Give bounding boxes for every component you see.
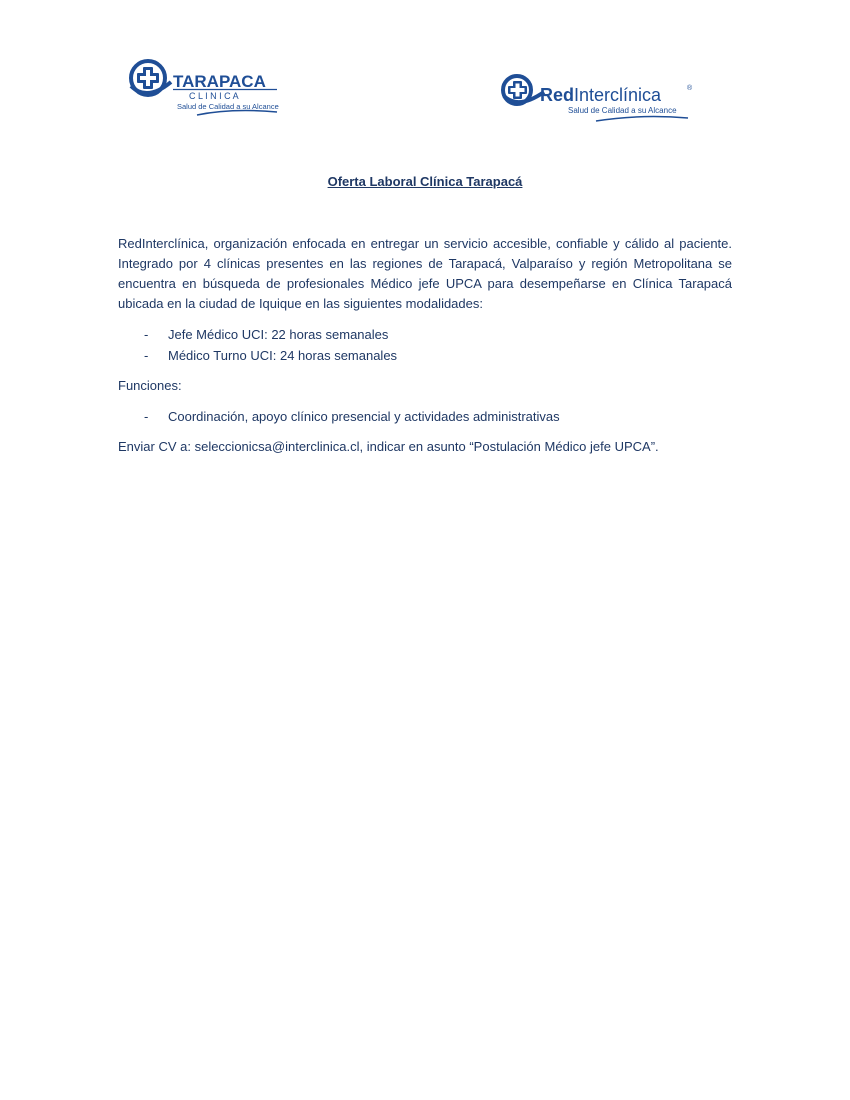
- redinterclinica-brand-light: Interclínica: [574, 85, 662, 105]
- contact-paragraph: Enviar CV a: seleccionicsa@interclinica.cl, indicar en asunto “Postulación Médico jefe UPCA”.: [118, 439, 659, 454]
- list-bullet: -: [144, 409, 149, 424]
- redinterclinica-logo-graphic: [500, 70, 700, 124]
- redinterclinica-logo: [500, 70, 700, 124]
- modalidad-text: Jefe Médico UCI: 22 horas semanales: [168, 327, 389, 342]
- list-bullet: -: [144, 327, 149, 342]
- redinterclinica-tagline-text: Salud de Calidad a su Alcance: [568, 106, 677, 115]
- list-item: [118, 406, 732, 427]
- tarapaca-logo-graphic: [127, 56, 282, 120]
- list-item: [118, 345, 732, 366]
- document-title: Oferta Laboral Clínica Tarapacá: [327, 174, 523, 189]
- tarapaca-sub-text: C L I N I C A: [189, 91, 239, 101]
- registered-mark: ®: [687, 85, 693, 92]
- list-item: [118, 324, 732, 345]
- tarapaca-tagline-text: Salud de Calidad a su Alcance: [177, 102, 279, 111]
- document-body: [118, 234, 732, 467]
- clinica-tarapaca-logo: [127, 56, 282, 120]
- list-bullet: -: [144, 348, 149, 363]
- redinterclinica-brand-bold: Red: [540, 85, 575, 105]
- funcion-text: Coordinación, apoyo clínico presencial y actividades administrativas: [168, 409, 560, 424]
- modalidades-list: [118, 324, 732, 366]
- modalidad-text: Médico Turno UCI: 24 horas semanales: [168, 348, 398, 363]
- funciones-label: Funciones:: [118, 378, 182, 393]
- redinterclinica-brand-text: [540, 85, 662, 105]
- intro-paragraph: RedInterclínica, organización enfocada en entregar un servicio accesible, confiable y cálido al paciente. Integrado por 4 clínicas presentes en las regiones de Tarapacá, Valparaíso y región Metropolitana se encuentra en búsqueda de profesionales Médico jefe UPCA para desempeñarse en Clínica Tarapacá ubicada en la ciudad de Iquique en las siguientes modalidades:: [118, 236, 732, 311]
- tarapaca-brand-text: TARAPACA: [173, 72, 266, 91]
- funciones-list: [118, 406, 732, 427]
